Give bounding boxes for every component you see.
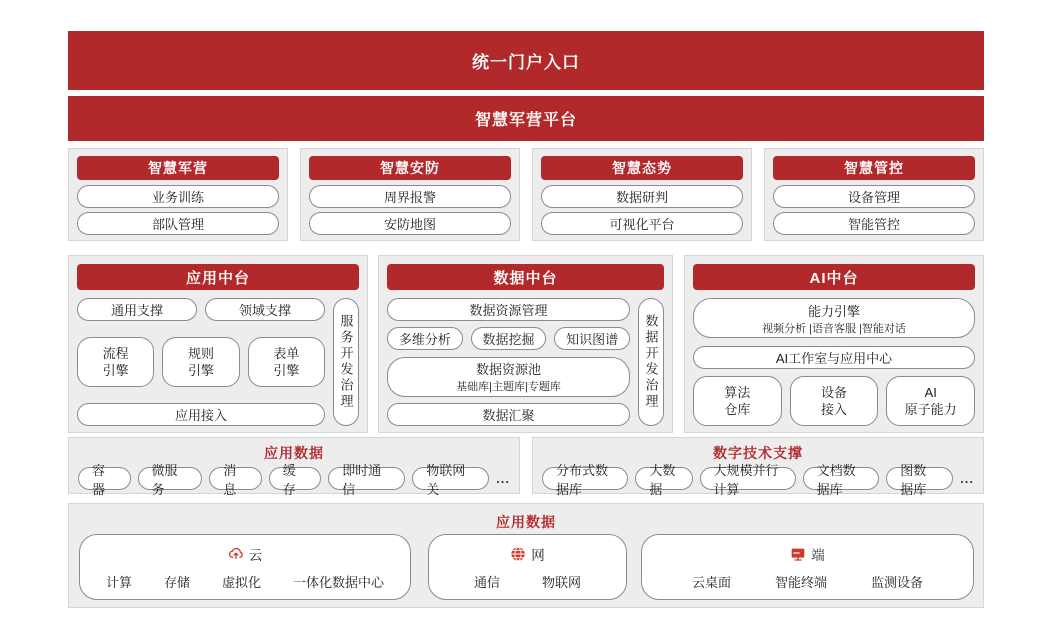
list-item: 可视化平台 <box>541 212 743 235</box>
list-item: 消息 <box>209 467 262 490</box>
list-item: 通用支撑 <box>77 298 197 321</box>
engine-line: 表单 <box>273 346 300 361</box>
globe-icon <box>510 546 526 562</box>
list-item: 物联网 <box>542 574 582 590</box>
column-title: 智慧军营 <box>77 156 279 180</box>
column-smart-situation <box>532 148 752 241</box>
application-data-section <box>68 437 520 497</box>
monitor-icon <box>790 546 806 562</box>
group-label: 端 <box>811 547 825 563</box>
ai-box <box>693 376 782 426</box>
list-item: 部队管理 <box>77 212 279 235</box>
group-label: 云 <box>248 547 263 563</box>
list-item: 数据研判 <box>541 185 743 208</box>
data-aggregation-pill: 数据汇聚 <box>387 403 630 426</box>
pool-subtitle: 基础库|主题库|专题库 <box>456 381 561 394</box>
pool-title: 数据资源池 <box>475 362 541 378</box>
group-label: 网 <box>531 547 545 563</box>
list-item: 计算 <box>105 574 132 590</box>
column-smart-control <box>764 148 984 241</box>
engine-title: 能力引擎 <box>807 303 860 319</box>
list-item: 文档数据库 <box>803 467 880 490</box>
column-smart-security <box>300 148 520 241</box>
app-access-pill: 应用接入 <box>77 403 325 426</box>
list-item: 安防地图 <box>309 212 511 235</box>
box-line: 算法 <box>724 385 751 400</box>
list-item: 即时通信 <box>328 467 405 490</box>
data-resource-pool-box <box>387 357 630 397</box>
engine-line: 引擎 <box>187 363 214 378</box>
section-title: 应用数据 <box>264 445 324 461</box>
column-title: 智慧态势 <box>541 156 743 180</box>
capability-engine-box <box>693 298 975 338</box>
column-smart-camp <box>68 148 288 241</box>
list-item: 图数据库 <box>886 467 953 490</box>
section-title: 数字技术支撑 <box>713 445 803 461</box>
terminal-group <box>641 534 974 600</box>
service-dev-governance-sidebar: 服务开发治理 <box>333 298 359 426</box>
list-item: 智能终端 <box>774 574 827 590</box>
data-resource-mgmt-pill: 数据资源管理 <box>387 298 630 321</box>
list-item: 虚拟化 <box>222 574 262 590</box>
engine-box <box>248 337 325 387</box>
list-item: 缓存 <box>269 467 322 490</box>
list-item: 智能管控 <box>773 212 975 235</box>
list-item: 大规模并行计算 <box>700 467 796 490</box>
list-item: 多维分析 <box>387 327 463 350</box>
list-item: 数据挖掘 <box>471 327 547 350</box>
platform-title: 应用中台 <box>77 264 359 290</box>
cloud-upload-icon <box>228 546 244 562</box>
list-item: 设备管理 <box>773 185 975 208</box>
section-title: 应用数据 <box>496 514 556 530</box>
list-item: 通信 <box>473 574 500 590</box>
list-item: 领域支撑 <box>205 298 325 321</box>
list-item: 大数据 <box>635 467 692 490</box>
list-item: 存储 <box>163 574 190 590</box>
engine-subtitle: 视频分析 |语音客服 |智能对话 <box>762 322 906 335</box>
engine-box <box>162 337 239 387</box>
unified-portal-banner: 统一门户入口 <box>68 31 984 90</box>
list-item: 微服务 <box>138 467 203 490</box>
ai-middle-platform <box>684 255 984 433</box>
smart-camp-platform-banner: 智慧军营平台 <box>68 96 984 141</box>
list-item: 云桌面 <box>691 574 731 590</box>
infrastructure-section <box>68 503 984 608</box>
list-item: 物联网关 <box>412 467 489 490</box>
box-line: AI <box>924 385 937 400</box>
ai-box <box>886 376 975 426</box>
ellipsis: ... <box>496 471 511 486</box>
list-item: 知识图谱 <box>554 327 630 350</box>
list-item: 一体化数据中心 <box>293 574 385 590</box>
engine-box <box>77 337 154 387</box>
platform-title: AI中台 <box>693 264 975 290</box>
data-middle-platform <box>378 255 673 433</box>
column-title: 智慧安防 <box>309 156 511 180</box>
data-dev-governance-sidebar: 数据开发治理 <box>638 298 664 426</box>
column-title: 智慧管控 <box>773 156 975 180</box>
list-item: 业务训练 <box>77 185 279 208</box>
ai-box <box>790 376 879 426</box>
engine-line: 引擎 <box>273 363 300 378</box>
box-line: 设备 <box>821 385 848 400</box>
cloud-group <box>79 534 411 600</box>
ai-studio-pill: AI工作室与应用中心 <box>693 346 975 369</box>
network-group <box>428 534 627 600</box>
engine-line: 规则 <box>187 346 214 361</box>
list-item: 周界报警 <box>309 185 511 208</box>
platform-title: 数据中台 <box>387 264 664 290</box>
application-middle-platform <box>68 255 368 433</box>
digital-tech-support-section <box>532 437 984 497</box>
box-line: 仓库 <box>724 402 751 417</box>
box-line: 接入 <box>821 402 848 417</box>
ellipsis: ... <box>960 471 974 486</box>
list-item: 监测设备 <box>871 574 924 590</box>
engine-line: 流程 <box>102 346 129 361</box>
list-item: 容器 <box>78 467 131 490</box>
engine-line: 引擎 <box>102 363 129 378</box>
box-line: 原子能力 <box>904 402 957 417</box>
list-item: 分布式数据库 <box>542 467 628 490</box>
